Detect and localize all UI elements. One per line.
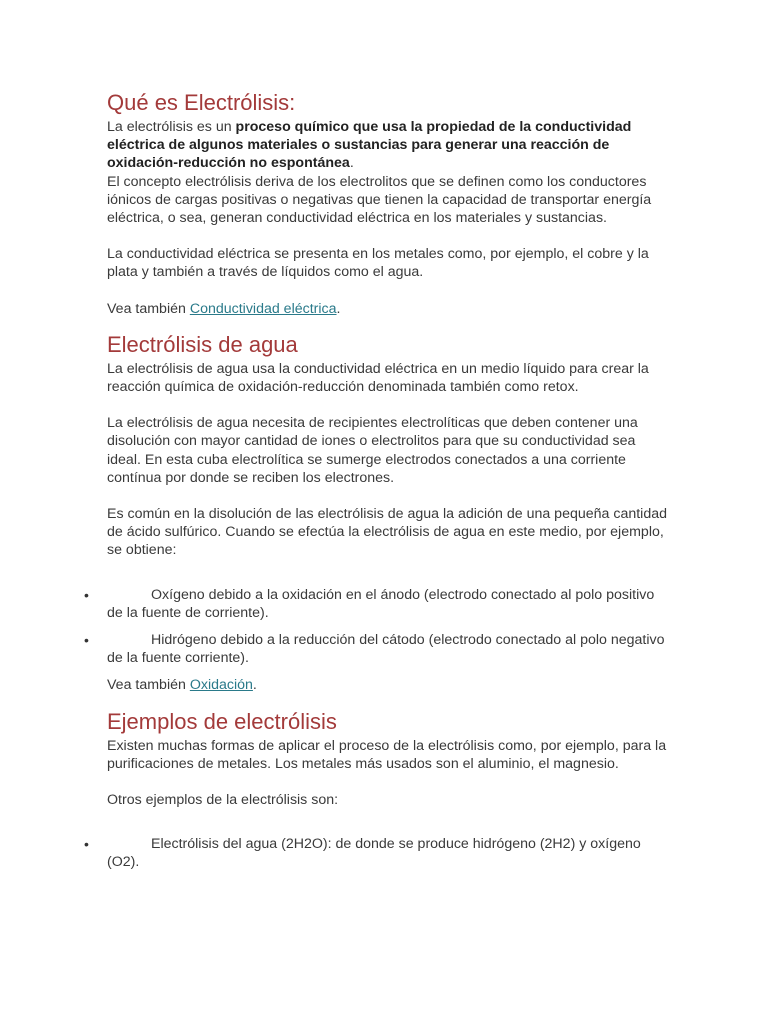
paragraph: La electrólisis de agua necesita de recipientes electrolíticas que deben contener una disolución con mayor cantidad de iones o electrolitos para que su conductividad sea ideal. En esta cuba electrolítica se sumerge electrodos conectados a una corriente contínua por donde se reciben los electrones. [107,415,638,486]
section-que-es [107,90,667,318]
text-span: . [349,155,354,172]
section-title: Ejemplos de electrólisis [107,708,337,734]
list-item [84,586,667,622]
list-item-text: Electrólisis del agua (2H2O): de donde se produce hidrógeno (2H2) y oxígeno (O2). [107,836,641,871]
text-span: . [252,677,257,694]
see-also [107,676,667,694]
bold-definition: proceso químico que usa la propiedad de la conductividad eléctrica de algunos materiales o sustancias para generar una reacción de oxidación-reducción no espontánea [107,119,632,172]
section-title: Electrólisis de agua [107,331,298,357]
paragraph: Otros ejemplos de la electrólisis son: [107,792,339,809]
section-title: Qué es Electrólisis: [107,90,296,115]
see-also-prefix: Vea también [107,300,190,317]
paragraph: La conductividad eléctrica se presenta en los metales como, por ejemplo, el cobre y la plata y también a través de líquidos como el agua. [107,246,649,281]
link-oxidacion[interactable]: Oxidación [189,677,253,694]
section-ejemplos [84,708,667,872]
link-conductividad-electrica[interactable]: Conductividad eléctrica [189,300,337,317]
bullet-list [84,835,667,871]
paragraph: Es común en la disolución de las electrólisis de agua la adición de una pequeña cantidad de ácido sulfúrico. Cuando se efectúa la electrólisis de agua en este medio, por ejemplo, se obtiene: [107,506,667,559]
text-span: . [336,300,341,317]
document-page [84,90,667,881]
list-item [84,631,667,667]
paragraph: Existen muchas formas de aplicar el proceso de la electrólisis como, por ejemplo, para la purificaciones de metales. Los metales más usados son el aluminio, el magnesio. [107,737,667,772]
see-also [107,300,667,318]
bullet-icon: • [84,586,89,603]
list-item-text: Oxígeno debido a la oxidación en el ánodo (electrodo conectado al polo positivo de la fuente de corriente). [107,586,655,621]
paragraph: El concepto electrólisis deriva de los electrolitos que se definen como los conductores iónicos de cargas positivas o negativas que tienen la capacidad de transportar energía eléctrica, o sea, generan conductividad eléctrica en los materiales y sustancias. [107,173,652,227]
section-electrolisis-agua [84,331,667,695]
bullet-icon: • [84,836,89,853]
bullet-icon: • [84,632,89,649]
see-also-prefix: Vea también [107,677,190,694]
list-item [84,835,667,871]
bullet-list [84,586,667,668]
paragraph [107,118,667,173]
list-item-text: Hidrógeno debido a la reducción del cátodo (electrodo conectado al polo negativo de la fuente corriente). [107,632,665,667]
paragraph: La electrólisis de agua usa la conductividad eléctrica en un medio líquido para crear la reacción química de oxidación-reducción denominada también como retox. [107,360,649,396]
text-span: La electrólisis es un [107,119,236,135]
